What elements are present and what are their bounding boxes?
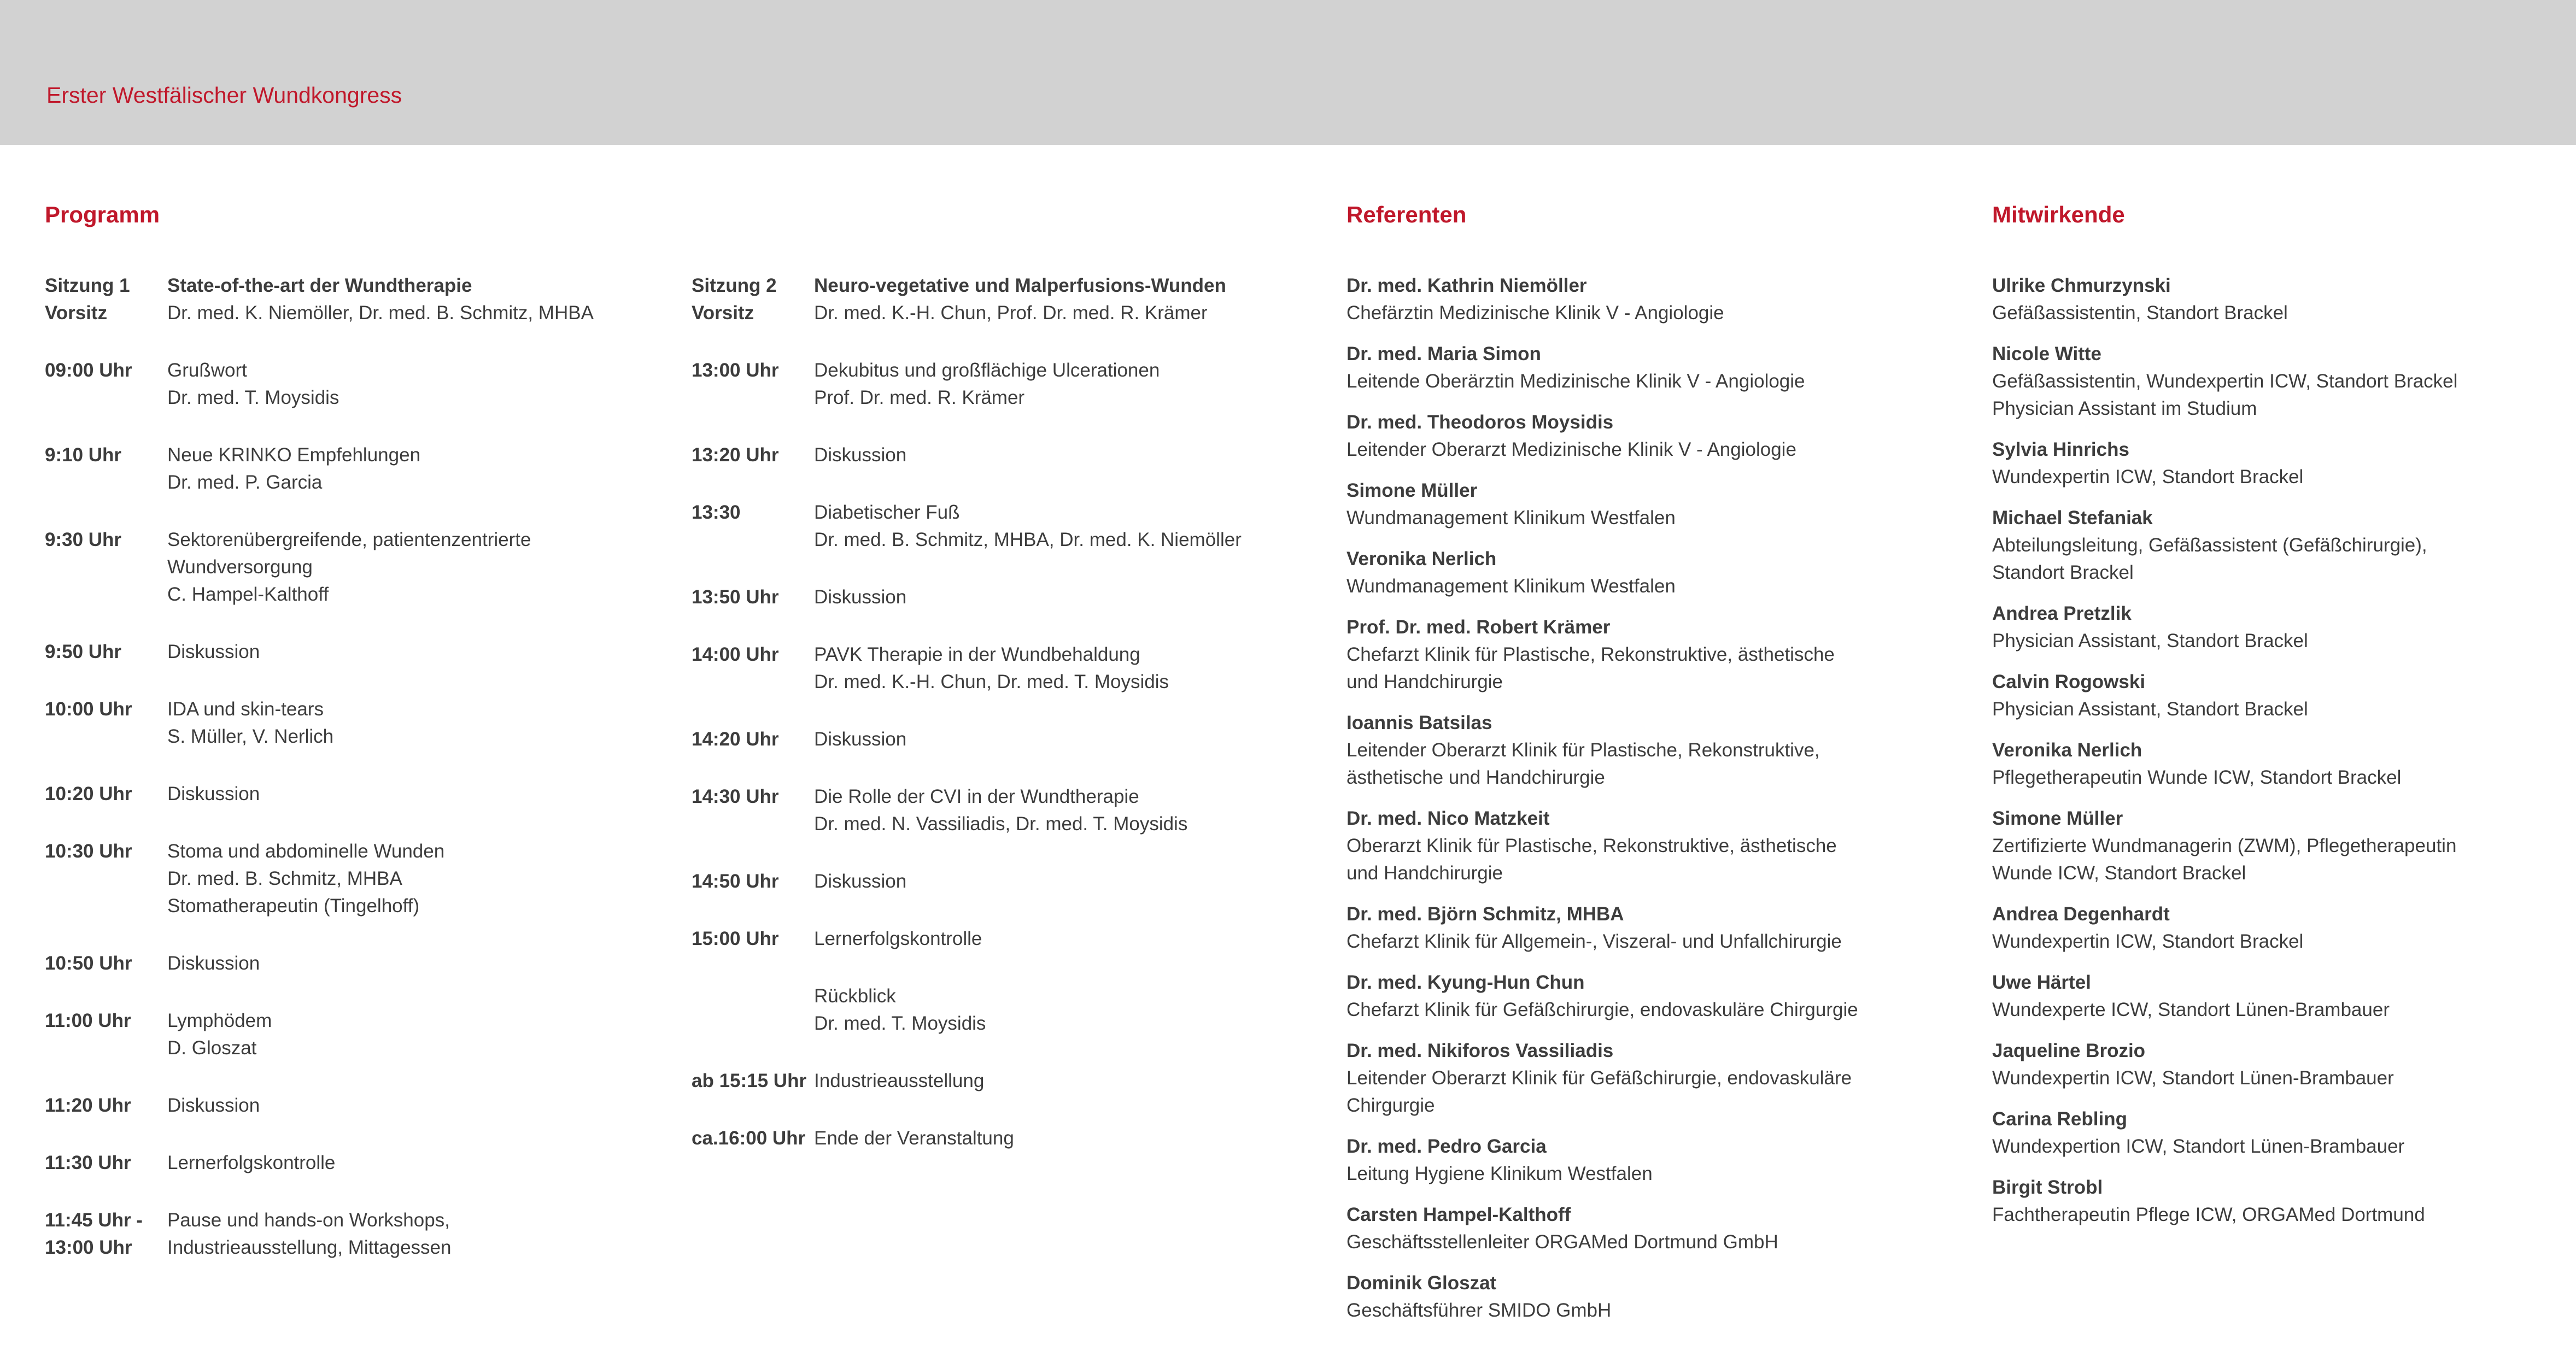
program-time — [45, 780, 165, 808]
program-time — [692, 1067, 812, 1095]
program-line: Neue KRINKO Empfehlungen — [167, 444, 421, 466]
program-content — [814, 499, 1320, 554]
program-line: Prof. Dr. med. R. Krämer — [814, 387, 1025, 408]
person-entry — [1992, 1037, 2566, 1092]
program-line: Dr. med. K.-H. Chun, Prof. Dr. med. R. Krämer — [814, 302, 1208, 324]
person-entry — [1992, 901, 2566, 955]
person-entry — [1346, 1270, 1959, 1324]
programm-session-1 — [45, 272, 674, 1291]
program-content — [814, 868, 1320, 895]
person-role: Wunde ICW, Standort Brackel — [1992, 862, 2246, 884]
program-item — [692, 983, 1320, 1037]
person-role: Leitende Oberärztin Medizinische Klinik V - Angiologie — [1346, 371, 1805, 392]
program-item — [45, 442, 674, 496]
program-time-line: 15:00 Uhr — [692, 928, 779, 949]
program-item — [692, 641, 1320, 696]
person-name: Simone Müller — [1992, 808, 2123, 829]
program-content — [167, 950, 674, 977]
program-item — [45, 638, 674, 666]
person-entry — [1346, 1133, 1959, 1188]
program-item — [45, 1092, 674, 1119]
person-entry — [1346, 409, 1959, 463]
program-time — [692, 357, 812, 384]
program-item — [45, 526, 674, 608]
program-item — [692, 783, 1320, 838]
program-line: PAVK Therapie in der Wundbehaldung — [814, 644, 1140, 665]
program-content — [167, 1149, 674, 1177]
program-item — [45, 1207, 674, 1261]
program-time-line: 10:30 Uhr — [45, 841, 132, 862]
person-entry — [1992, 1106, 2566, 1160]
program-item — [692, 1125, 1320, 1152]
event-title: Erster Westfälischer Wundkongress — [46, 83, 402, 108]
person-name: Dr. med. Maria Simon — [1346, 343, 1541, 365]
person-role: ästhetische und Handchirurgie — [1346, 767, 1605, 788]
program-line: Grußwort — [167, 360, 247, 381]
person-entry — [1992, 1174, 2566, 1229]
program-content — [167, 780, 674, 808]
program-content — [814, 783, 1320, 838]
person-entry — [1992, 436, 2566, 491]
program-line: Diskussion — [814, 871, 907, 892]
program-item — [45, 950, 674, 977]
person-entry — [1346, 1201, 1959, 1256]
program-time — [45, 1207, 165, 1261]
program-time-line: 11:00 Uhr — [45, 1010, 131, 1031]
person-role: Zertifizierte Wundmanagerin (ZWM), Pflegetherapeutin — [1992, 835, 2457, 856]
program-content — [814, 983, 1320, 1037]
person-role: Chirgurgie — [1346, 1095, 1435, 1116]
person-name: Andrea Pretzlik — [1992, 603, 2132, 624]
program-time — [692, 641, 812, 668]
program-time-line: 09:00 Uhr — [45, 360, 132, 381]
person-role: Wundmanagement Klinikum Westfalen — [1346, 576, 1676, 597]
person-entry — [1992, 600, 2566, 655]
person-role: Physician Assistant, Standort Brackel — [1992, 698, 2308, 720]
person-role: Leitender Oberarzt Klinik für Plastische, Rekonstruktive, — [1346, 739, 1820, 761]
person-entry — [1346, 805, 1959, 887]
referenten-heading: Referenten — [1346, 202, 1467, 227]
program-time-line: Vorsitz — [692, 302, 754, 324]
person-name: Carina Rebling — [1992, 1108, 2127, 1130]
person-entry — [1992, 805, 2566, 887]
program-line: Lernerfolgskontrolle — [814, 928, 982, 949]
person-name: Birgit Strobl — [1992, 1177, 2103, 1198]
session-title: Neuro-vegetative und Malperfusions-Wunden — [814, 275, 1226, 296]
program-line: Dr. med. B. Schmitz, MHBA, Dr. med. K. Niemöller — [814, 529, 1242, 550]
person-name: Andrea Degenhardt — [1992, 903, 2170, 925]
program-item — [692, 499, 1320, 554]
person-entry — [1992, 504, 2566, 586]
program-item — [692, 925, 1320, 953]
program-time — [45, 838, 165, 865]
person-role: Chefarzt Klinik für Gefäßchirurgie, endovaskuläre Chirgurgie — [1346, 999, 1858, 1020]
program-item — [45, 1007, 674, 1062]
program-item — [45, 838, 674, 920]
person-role: Fachtherapeutin Pflege ICW, ORGAMed Dortmund — [1992, 1204, 2425, 1225]
program-line: Dr. med. P. Garcia — [167, 472, 323, 493]
program-time-line: 11:45 Uhr - — [45, 1210, 143, 1231]
person-role: Abteilungsleitung, Gefäßassistent (Gefäßchirurgie), — [1992, 535, 2427, 556]
person-entry — [1346, 709, 1959, 791]
person-name: Ioannis Batsilas — [1346, 712, 1492, 733]
person-name: Dr. med. Björn Schmitz, MHBA — [1346, 903, 1624, 925]
person-role: Standort Brackel — [1992, 562, 2134, 583]
person-name: Jaqueline Brozio — [1992, 1040, 2146, 1061]
program-content — [167, 638, 674, 666]
person-name: Dr. med. Theodoros Moysidis — [1346, 412, 1614, 433]
person-name: Ulrike Chmurzynski — [1992, 275, 2171, 296]
person-role: Geschäftsführer SMIDO GmbH — [1346, 1300, 1612, 1321]
person-role: Geschäftsstellenleiter ORGAMed Dortmund GmbH — [1346, 1231, 1778, 1253]
person-role: Wundexpertin ICW, Standort Brackel — [1992, 931, 2304, 952]
person-entry — [1346, 1037, 1959, 1119]
program-time-line: 9:50 Uhr — [45, 641, 122, 662]
program-line: Sektorenübergreifende, patientenzentrierte — [167, 529, 531, 550]
program-line: IDA und skin-tears — [167, 698, 324, 720]
person-role: Wundexpertion ICW, Standort Lünen-Brambauer — [1992, 1136, 2405, 1157]
program-time-line: 10:00 Uhr — [45, 698, 132, 720]
person-role: Gefäßassistentin, Wundexpertin ICW, Standort Brackel — [1992, 371, 2458, 392]
program-item — [45, 357, 674, 412]
program-time-line: ca.16:00 Uhr — [692, 1128, 806, 1149]
program-line: Die Rolle der CVI in der Wundtherapie — [814, 786, 1139, 807]
program-time — [45, 357, 165, 384]
program-line: Diskussion — [814, 444, 907, 466]
program-time — [692, 868, 812, 895]
program-line: Diskussion — [167, 641, 260, 662]
person-entry — [1346, 477, 1959, 532]
program-line: Industrieausstellung, Mittagessen — [167, 1237, 452, 1258]
person-entry — [1346, 272, 1959, 327]
person-role: Pflegetherapeutin Wunde ICW, Standort Brackel — [1992, 767, 2402, 788]
program-time-line: 14:30 Uhr — [692, 786, 779, 807]
person-role: Chefarzt Klinik für Plastische, Rekonstruktive, ästhetische — [1346, 644, 1835, 665]
program-item — [45, 780, 674, 808]
program-time — [692, 726, 812, 753]
program-line: Dr. med. B. Schmitz, MHBA — [167, 868, 402, 889]
person-role: Leitender Oberarzt Medizinische Klinik V - Angiologie — [1346, 439, 1796, 460]
person-name: Michael Stefaniak — [1992, 507, 2153, 529]
program-content — [167, 1207, 674, 1261]
person-entry — [1992, 272, 2566, 327]
program-line: C. Hampel-Kalthoff — [167, 584, 329, 605]
program-time-line: Sitzung 2 — [692, 275, 777, 296]
program-content — [814, 272, 1320, 327]
program-item — [692, 1067, 1320, 1095]
program-line: Diabetischer Fuß — [814, 502, 960, 523]
program-item — [45, 1149, 674, 1177]
program-item — [45, 696, 674, 750]
program-line: D. Gloszat — [167, 1037, 257, 1059]
person-entry — [1992, 969, 2566, 1024]
program-line: Diskussion — [167, 1095, 260, 1116]
person-name: Calvin Rogowski — [1992, 671, 2146, 692]
program-time — [692, 584, 812, 611]
program-line: Lymphödem — [167, 1010, 272, 1031]
program-time-line: 13:50 Uhr — [692, 586, 779, 608]
program-line: Dekubitus und großflächige Ulcerationen — [814, 360, 1160, 381]
person-name: Dr. med. Nikiforos Vassiliadis — [1346, 1040, 1614, 1061]
mitwirkende-heading: Mitwirkende — [1992, 202, 2125, 227]
person-entry — [1992, 668, 2566, 723]
person-role: Chefarzt Klinik für Allgemein-, Viszeral- und Unfallchirurgie — [1346, 931, 1842, 952]
person-name: Dr. med. Kathrin Niemöller — [1346, 275, 1587, 296]
program-line: Dr. med. T. Moysidis — [814, 1013, 986, 1034]
program-item — [692, 357, 1320, 412]
person-role: Chefärztin Medizinische Klinik V - Angiologie — [1346, 302, 1724, 324]
program-line: Diskussion — [814, 586, 907, 608]
program-item — [692, 442, 1320, 469]
person-name: Veronika Nerlich — [1346, 548, 1497, 569]
person-role: Wundexpertin ICW, Standort Lünen-Brambauer — [1992, 1067, 2394, 1089]
program-time-line: 13:30 — [692, 502, 741, 523]
programm-heading: Programm — [45, 202, 160, 227]
program-item — [692, 726, 1320, 753]
program-line: Diskussion — [814, 729, 907, 750]
program-content — [814, 641, 1320, 696]
person-role: und Handchirurgie — [1346, 862, 1503, 884]
person-role: Oberarzt Klinik für Plastische, Rekonstruktive, ästhetische — [1346, 835, 1837, 856]
program-time-line: 13:00 Uhr — [692, 360, 779, 381]
program-line: S. Müller, V. Nerlich — [167, 726, 334, 747]
person-name: Carsten Hampel-Kalthoff — [1346, 1204, 1571, 1225]
program-time-line: 10:50 Uhr — [45, 953, 132, 974]
program-time — [692, 499, 812, 526]
person-entry — [1346, 614, 1959, 696]
program-line: Stomatherapeutin (Tingelhoff) — [167, 895, 420, 917]
program-time — [45, 526, 165, 554]
header-bar — [0, 0, 2576, 145]
program-line: Stoma und abdominelle Wunden — [167, 841, 445, 862]
program-time-line: 9:30 Uhr — [45, 529, 122, 550]
programm-session-2 — [692, 272, 1320, 1182]
program-item — [692, 272, 1320, 327]
person-role: Leitung Hygiene Klinikum Westfalen — [1346, 1163, 1653, 1184]
program-time — [692, 1125, 812, 1152]
person-name: Uwe Härtel — [1992, 972, 2091, 993]
person-role: Wundexperte ICW, Standort Lünen-Brambauer — [1992, 999, 2390, 1020]
program-content — [814, 584, 1320, 611]
mitwirkende-list — [1992, 272, 2566, 1242]
program-content — [814, 726, 1320, 753]
person-name: Veronika Nerlich — [1992, 739, 2142, 761]
person-name: Dominik Gloszat — [1346, 1272, 1497, 1294]
program-line: Dr. med. K. Niemöller, Dr. med. B. Schmitz, MHBA — [167, 302, 594, 324]
program-time-line: 13:20 Uhr — [692, 444, 779, 466]
program-line: Diskussion — [167, 953, 260, 974]
program-time-line: 14:20 Uhr — [692, 729, 779, 750]
person-name: Simone Müller — [1346, 480, 1478, 501]
person-entry — [1992, 737, 2566, 791]
person-entry — [1346, 545, 1959, 600]
person-role: Wundexpertin ICW, Standort Brackel — [1992, 466, 2304, 488]
program-item — [692, 868, 1320, 895]
program-time-line: 13:00 Uhr — [45, 1237, 132, 1258]
program-time — [45, 1007, 165, 1035]
program-content — [814, 357, 1320, 412]
program-item — [45, 272, 674, 327]
program-line: Diskussion — [167, 783, 260, 805]
person-role: Wundmanagement Klinikum Westfalen — [1346, 507, 1676, 529]
referenten-list — [1346, 272, 1959, 1338]
program-time — [45, 1149, 165, 1177]
program-time — [692, 272, 812, 327]
person-entry — [1346, 969, 1959, 1024]
program-content — [814, 925, 1320, 953]
person-entry — [1346, 340, 1959, 395]
program-time-line: 11:20 Uhr — [45, 1095, 131, 1116]
program-line: Dr. med. N. Vassiliadis, Dr. med. T. Moysidis — [814, 813, 1188, 835]
program-time — [692, 442, 812, 469]
program-time — [45, 696, 165, 723]
program-time — [45, 1092, 165, 1119]
program-time — [692, 925, 812, 953]
person-name: Sylvia Hinrichs — [1992, 439, 2129, 460]
program-line: Rückblick — [814, 985, 896, 1007]
program-time-line: Vorsitz — [45, 302, 108, 324]
person-entry — [1346, 901, 1959, 955]
person-role: Physician Assistant, Standort Brackel — [1992, 630, 2308, 651]
person-name: Prof. Dr. med. Robert Krämer — [1346, 617, 1611, 638]
person-name: Dr. med. Pedro Garcia — [1346, 1136, 1547, 1157]
program-time — [45, 272, 165, 327]
program-content — [167, 442, 674, 496]
program-content — [814, 1125, 1320, 1152]
program-line: Ende der Veranstaltung — [814, 1128, 1014, 1149]
program-content — [167, 526, 674, 608]
program-line: Lernerfolgskontrolle — [167, 1152, 336, 1173]
person-name: Dr. med. Kyung-Hun Chun — [1346, 972, 1585, 993]
program-time — [45, 950, 165, 977]
person-name: Nicole Witte — [1992, 343, 2101, 365]
program-time-line: ab 15:15 Uhr — [692, 1070, 807, 1091]
program-content — [167, 838, 674, 920]
program-time — [692, 783, 812, 811]
program-time-line: 14:00 Uhr — [692, 644, 779, 665]
program-line: Dr. med. K.-H. Chun, Dr. med. T. Moysidis — [814, 671, 1169, 692]
person-role: Leitender Oberarzt Klinik für Gefäßchirurgie, endovaskuläre — [1346, 1067, 1852, 1089]
program-content — [814, 1067, 1320, 1095]
person-entry — [1992, 340, 2566, 422]
person-role: Physician Assistant im Studium — [1992, 398, 2257, 419]
session-title: State-of-the-art der Wundtherapie — [167, 275, 472, 296]
program-time — [45, 442, 165, 469]
program-content — [167, 696, 674, 750]
program-time-line: 9:10 Uhr — [45, 444, 122, 466]
program-time — [45, 638, 165, 666]
program-content — [167, 1092, 674, 1119]
program-content — [167, 272, 674, 327]
person-name: Dr. med. Nico Matzkeit — [1346, 808, 1550, 829]
program-line: Wundversorgung — [167, 556, 313, 578]
program-time-line: 11:30 Uhr — [45, 1152, 131, 1173]
person-role: und Handchirurgie — [1346, 671, 1503, 692]
program-content — [167, 357, 674, 412]
person-role: Gefäßassistentin, Standort Brackel — [1992, 302, 2288, 324]
program-content — [814, 442, 1320, 469]
program-line: Pause und hands-on Workshops, — [167, 1210, 450, 1231]
program-time-line: 14:50 Uhr — [692, 871, 779, 892]
program-item — [692, 584, 1320, 611]
program-line: Industrieausstellung — [814, 1070, 985, 1091]
program-content — [167, 1007, 674, 1062]
program-time-line: 10:20 Uhr — [45, 783, 132, 805]
program-time-line: Sitzung 1 — [45, 275, 130, 296]
program-line: Dr. med. T. Moysidis — [167, 387, 339, 408]
